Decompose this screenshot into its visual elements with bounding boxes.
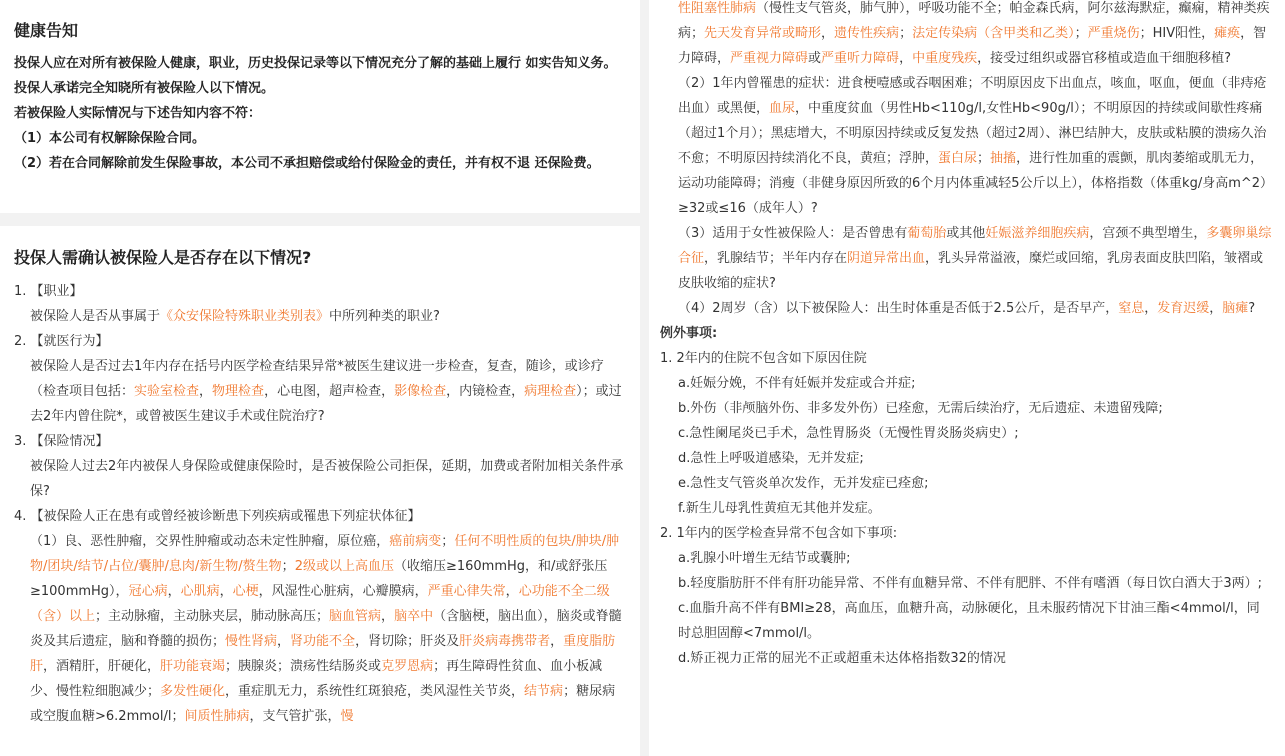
disease-link[interactable]: 法定传染病（含甲类和乙类） bbox=[912, 26, 1075, 41]
disease-link[interactable]: 遗传性疾病 bbox=[834, 26, 900, 41]
occupation-table-link[interactable]: 《众安保险特殊职业类别表》 bbox=[160, 309, 330, 324]
disease-link[interactable]: 葡萄胎 bbox=[907, 226, 947, 241]
left-column bbox=[0, 0, 640, 756]
disease-link[interactable]: 多囊卵巢综合征 bbox=[678, 226, 1272, 266]
q1-text: 被保险人是否从事属于《众安保险特殊职业类别表》中所列种类的职业? bbox=[30, 309, 440, 324]
disease-link[interactable]: 性阻塞性肺病 bbox=[678, 1, 757, 16]
disease-link[interactable]: 脑血管病 bbox=[329, 609, 382, 624]
health-notice-body bbox=[14, 51, 626, 176]
disease-link[interactable]: 慢 bbox=[340, 709, 354, 724]
disease-link[interactable]: 血尿 bbox=[769, 101, 796, 116]
notice-paragraph-4: （2）若在合同解除前发生保险事故，本公司不承担赔偿或给付保险金的责任，并有权不退 还保险费。 bbox=[14, 156, 600, 171]
disease-link[interactable]: 克罗恩病 bbox=[381, 659, 434, 674]
exception-2-heading: 2. 1年内的医学检查异常不包含如下事项: bbox=[660, 526, 898, 541]
questions-panel bbox=[0, 226, 640, 756]
pathology-exam-link[interactable]: 病理检查 bbox=[524, 384, 577, 399]
q4-heading: 4. 【被保险人正在患有或曾经被诊断患下列疾病或罹患下列症状体征】 bbox=[14, 509, 421, 524]
disease-link[interactable]: 肝功能衰竭 bbox=[160, 659, 226, 674]
lab-exam-link[interactable]: 实验室检查 bbox=[134, 384, 200, 399]
q4-symptoms: （2）1年内曾罹患的症状：进食梗噎感或吞咽困难；不明原因皮下出血点，咳血，呕血，便血（非痔疮出血）或黑便，血尿，中重度贫血（男性Hb<110g/l,女性Hb<90g/l）；不明原因的持续或间歇性疼痛（超过1个月）；黑痣增大，不明原因持续或反复发热（超过2周）、淋巴结肿大，皮肤或粘膜的溃疡久治不愈；不明原因持续消化不良，黄疸；浮肿，蛋白尿；抽搐，进行性加重的震颤，肌肉萎缩或肌无力，运动功能障碍；消瘦（非健身原因所致的6个月内体重减轻5公斤以上），体格指数（体重kg/身高m^2）≥32或≤16（成年人）? bbox=[678, 76, 1267, 216]
exception-item: f.新生儿母乳性黄疸无其他并发症。 bbox=[678, 501, 881, 516]
exception-item: d.急性上呼吸道感染，无并发症; bbox=[678, 451, 864, 466]
disease-link[interactable]: 多发性硬化 bbox=[160, 684, 226, 699]
q1-heading: 1. 【职业】 bbox=[14, 284, 83, 299]
notice-paragraph-1: 投保人应在对所有被保险人健康，职业，历史投保记录等以下情况充分了解的基础上履行 如实告知义务。投保人承诺完全知晓所有被保险人以下情况。 bbox=[14, 56, 617, 96]
disease-link[interactable]: 中重度残疾 bbox=[912, 51, 978, 66]
disease-link[interactable]: 严重听力障碍 bbox=[821, 51, 900, 66]
q4-text: （1）良、恶性肿瘤，交界性肿瘤或动态未定性肿瘤，原位癌，癌前病变；任何不明性质的包块/肿块/肿物/团块/结节/占位/囊肿/息肉/新生物/赘生物；2级或以上高血压（收缩压≥160mmHg，和/或舒张压≥100mmHg），冠心病，心肌病，心梗，风湿性心脏病，心瓣膜病，严重心律失常，心功能不全二级（含）以上；主动脉瘤，主动脉夹层，肺动脉高压；脑血管病，脑卒中（含脑梗，脑出血），脑炎或脊髓炎及其后遗症，脑和脊髓的损伤；慢性肾病，肾功能不全，肾切除；肝炎及肝炎病毒携带者，重度脂肪肝，酒精肝，肝硬化，肝功能衰竭；胰腺炎；溃疡性结肠炎或克罗恩病；再生障碍性贫血、血小板减少、慢性粒细胞减少；多发性硬化，重症肌无力，系统性红斑狼疮，类风湿性关节炎，结节病；糖尿病或空腹血糖>6.2mmol/l；间质性肺病，支气管扩张，慢 bbox=[30, 534, 622, 724]
disease-link[interactable]: 严重烧伤 bbox=[1087, 26, 1140, 41]
questions-title: 投保人需确认被保险人是否存在以下情况? bbox=[14, 248, 312, 267]
q4-infant: （4）2周岁（含）以下被保险人：出生时体重是否低于2.5公斤，是否早产，窒息，发育迟缓，脑瘫? bbox=[678, 301, 1256, 316]
disease-link[interactable]: 脑瘫 bbox=[1222, 301, 1249, 316]
disease-link[interactable]: 任何不明性质的包块/肿块/肿物/团块/结节/占位/囊肿/息肉/新生物/赘生物 bbox=[30, 534, 620, 574]
disease-link[interactable]: 阴道异常出血 bbox=[847, 251, 926, 266]
disease-link[interactable]: 肝炎病毒携带者 bbox=[459, 634, 551, 649]
disease-link[interactable]: 瘫痪 bbox=[1214, 26, 1241, 41]
exception-item: e.急性支气管炎单次发作，无并发症已痊愈; bbox=[678, 476, 929, 491]
exception-item: d.矫正视力正常的屈光不正或超重未达体格指数32的情况 bbox=[678, 651, 1006, 666]
exception-item: c.血脂升高不伴有BMI≥28，高血压，血糖升高，动脉硬化，且未服药情况下甘油三酯<4mmol/l，同时总胆固醇<7mmol/l。 bbox=[678, 601, 1260, 641]
exceptions-title: 例外事项: bbox=[660, 326, 718, 341]
exception-item: c.急性阑尾炎已手术，急性胃肠炎（无慢性胃炎肠炎病史）; bbox=[678, 426, 1019, 441]
q4-continued: 性阻塞性肺病（慢性支气管炎，肺气肿），呼吸功能不全；帕金森氏病，阿尔兹海默症，癫痫，精神类疾病；先天发育异常或畸形，遗传性疾病；法定传染病（含甲类和乙类）；严重烧伤；HIV阳性，瘫痪，智力障碍，严重视力障碍或严重听力障碍，中重度残疾，接受过组织或器官移植或造血干细胞移植? bbox=[678, 1, 1270, 66]
disease-link[interactable]: 蛋白尿 bbox=[938, 151, 978, 166]
exception-item: b.外伤（非颅脑外伤、非多发外伤）已痊愈，无需后续治疗，无后遗症、未遗留残障; bbox=[678, 401, 1163, 416]
right-column bbox=[649, 0, 1285, 756]
disease-link[interactable]: 重度脂肪肝 bbox=[30, 634, 616, 674]
disease-link[interactable]: 心梗 bbox=[232, 584, 259, 599]
q2-text: 被保险人是否过去1年内存在括号内医学检查结果异常*被医生建议进一步检查，复查，随诊，或诊疗（检查项目包括：实验室检查，物理检查，心电图，超声检查，影像检查，内镜检查，病理检查）；或过去2年内曾住院*，或曾被医生建议手术或住院治疗? bbox=[30, 359, 622, 424]
disease-link[interactable]: 严重视力障碍 bbox=[730, 51, 809, 66]
exception-item: b.轻度脂肪肝不伴有肝功能异常、不伴有血糖异常、不伴有肥胖、不伴有嗜酒（每日饮白酒大于3两）; bbox=[678, 576, 1263, 591]
exception-1-heading: 1. 2年内的住院不包含如下原因住院 bbox=[660, 351, 867, 366]
disease-link[interactable]: 先天发育异常或畸形 bbox=[704, 26, 822, 41]
q3-text: 被保险人过去2年内被保人身保险或健康保险时，是否被保险公司拒保，延期，加费或者附加相关条件承保? bbox=[30, 459, 624, 499]
health-notice-panel bbox=[0, 0, 640, 213]
disease-link[interactable]: 脑卒中 bbox=[394, 609, 434, 624]
disease-link[interactable]: 心功能不全二级（含）以上 bbox=[30, 584, 610, 624]
disease-link[interactable]: 发育迟缓 bbox=[1157, 301, 1210, 316]
disease-link[interactable]: 结节病 bbox=[524, 684, 564, 699]
disease-link[interactable]: 严重心律失常 bbox=[427, 584, 506, 599]
notice-paragraph-2: 若被保险人实际情况与下述告知内容不符： bbox=[14, 106, 262, 121]
questions-body bbox=[14, 279, 624, 729]
disease-link[interactable]: 窒息 bbox=[1118, 301, 1145, 316]
disease-link[interactable]: 心肌病 bbox=[180, 584, 220, 599]
physical-exam-link[interactable]: 物理检查 bbox=[212, 384, 265, 399]
q3-heading: 3. 【保险情况】 bbox=[14, 434, 109, 449]
health-notice-title: 健康告知 bbox=[14, 21, 79, 40]
disease-link[interactable]: 妊娠滋养细胞疾病 bbox=[985, 226, 1090, 241]
disease-link[interactable]: 肾功能不全 bbox=[290, 634, 356, 649]
imaging-exam-link[interactable]: 影像检查 bbox=[394, 384, 447, 399]
disease-link[interactable]: 间质性肺病 bbox=[184, 709, 250, 724]
disease-link[interactable]: 抽搐 bbox=[990, 151, 1017, 166]
notice-paragraph-3: （1）本公司有权解除保险合同。 bbox=[14, 131, 206, 146]
q2-heading: 2. 【就医行为】 bbox=[14, 334, 109, 349]
disease-link[interactable]: 慢性肾病 bbox=[225, 634, 278, 649]
disease-link[interactable]: 2级或以上高血压 bbox=[294, 559, 394, 574]
disease-link[interactable]: 冠心病 bbox=[128, 584, 168, 599]
q4-female: （3）适用于女性被保险人：是否曾患有葡萄胎或其他妊娠滋养细胞疾病，宫颈不典型增生，多囊卵巢综合征，乳腺结节；半年内存在阴道异常出血，乳头异常溢液，糜烂或回缩，乳房表面皮肤凹陷，皱褶或皮肤收缩的症状? bbox=[678, 226, 1272, 291]
right-body bbox=[660, 0, 1272, 671]
exception-item: a.乳腺小叶增生无结节或囊肿; bbox=[678, 551, 851, 566]
disease-link[interactable]: 癌前病变 bbox=[389, 534, 442, 549]
exception-item: a.妊娠分娩，不伴有妊娠并发症或合并症; bbox=[678, 376, 916, 391]
